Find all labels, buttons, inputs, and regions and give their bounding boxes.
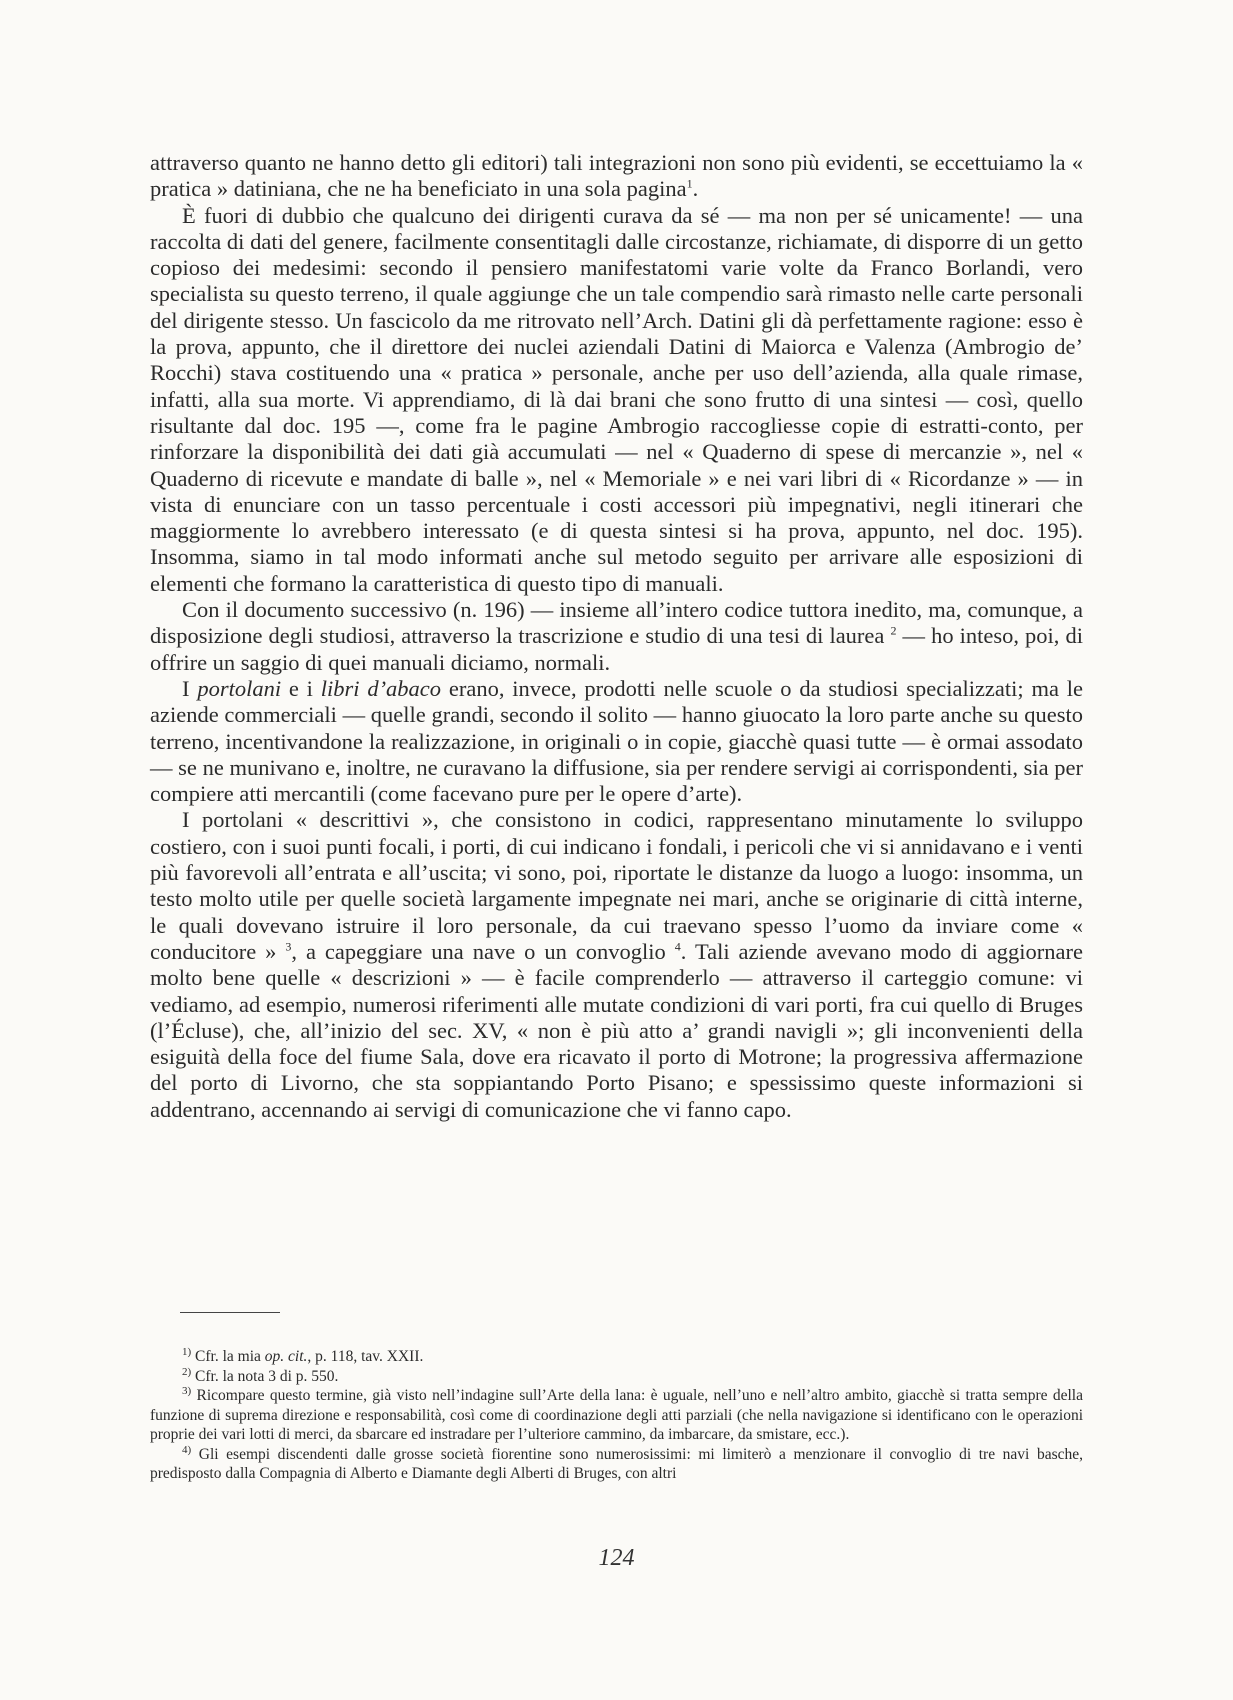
- body-paragraph: [150, 597, 1083, 676]
- footnotes: [150, 1347, 1083, 1484]
- footnote-number: 3): [182, 1384, 192, 1397]
- main-text: [150, 150, 1083, 1123]
- text-run: Cfr. la nota 3 di p. 550.: [191, 1367, 339, 1385]
- text-run: erano, invece, prodotti nelle scuole o da studiosi specializzati; ma le aziende commerciali — quelle grandi, secondo il solito — hanno giuocato la loro parte anche su questo terreno, incentivandone la realizzazione, in originali o in copie, giacchè quasi tutte — è ormai assodato — se ne munivano e, inoltre, ne curavano la diffusione, sia per rendere servigi ai corrispondenti, sia per compiere atti mercantili (come facevano pure per le opere d’arte).: [150, 675, 1083, 807]
- text-run: Gli esempi discendenti dalle grosse società fiorentine sono numerosissimi: mi limiterò a menzionare il convoglio di tre navi basche, predisposto dalla Compagnia di Alberto e Diamante degli Alberti di Bruges, con altri: [150, 1445, 1083, 1482]
- footnote: [150, 1367, 1083, 1387]
- text-run: I portolani « descrittivi », che consistono in codici, rappresentano minutamente lo sviluppo costiero, con i suoi punti focali, i porti, di cui indicano i fondali, i pericoli che vi si annidavano e i venti più favorevoli all’entrata e all’uscita; vi sono, poi, riportate le distanze da luogo a luogo: insomma, un testo molto utile per quelle società largamente impegnate nei mari, anche se originarie di città interne, le quali dovevano istruire il loro personale, da cui traevano spesso l’uomo da inviare come « conducitore »: [150, 807, 1083, 964]
- italic-text: op. cit.: [264, 1348, 308, 1365]
- text-run: I: [182, 675, 198, 701]
- italic-text: libri d’abaco: [320, 675, 442, 701]
- footnote-reference: 4: [674, 939, 681, 954]
- body-paragraph: [150, 203, 1083, 597]
- text-run: attraverso quanto ne hanno detto gli editori) tali integrazioni non sono più evidenti, se eccettuiamo la « pratica » datiniana, che ne ha beneficiato in una sola pagina: [150, 150, 1083, 202]
- italic-text: portolani: [197, 675, 282, 701]
- text-run: .: [692, 176, 699, 202]
- text-run: È fuori di dubbio che qualcuno dei dirigenti curava da sé — ma non per sé unicamente! — una raccolta di dati del genere, facilmente consentitagli dalle circostanze, richiamate, di disporre di un getto copioso dei medesimi: secondo il pensiero manifestatomi varie volte da Franco Borlandi, vero specialista su questo terreno, il quale aggiunge che un tale compendio sarà rimasto nelle carte personali del dirigente stesso. Un fascicolo da me ritrovato nell’Arch. Datini gli dà perfettamente ragione: esso è la prova, appunto, che il direttore dei nuclei aziendali Datini di Maiorca e Valenza (Ambrogio de’ Rocchi) stava costituendo una « pratica » personale, anche per uso dell’azienda, alla quale rimase, infatti, alla sua morte. Vi apprendiamo, di là dai brani che sono frutto di una sintesi — così, quello risultante dal doc. 195 —, come fra le pagine Ambrogio raccogliesse copie di estratti-conto, per rinforzare la disponibilità dei dati già accumulati — nel « Quaderno di spese di mercanzie », nel « Quaderno di ricevute e mandate di balle », nel « Memoriale » e nei vari libri di « Ricordanze » — in vista di enunciare con un tasso percentuale i costi accessori più impegnativi, negli itinerari che maggiormente lo avrebbero interessato (e di questa sintesi si ha prova, appunto, nel doc. 195). Insomma, siamo in tal modo informati anche sul metodo seguito per arrivare alle esposizioni di elementi che formano la caratteristica di questo tipo di manuali.: [150, 202, 1083, 596]
- footnote-number: 1): [182, 1345, 192, 1358]
- footnote-number: 4): [182, 1443, 192, 1456]
- page-number: 124: [598, 1545, 635, 1571]
- footnote-reference: 1: [686, 176, 693, 191]
- text-run: . Tali aziende avevano modo di aggiornare molto bene quelle « descrizioni » — è facile comprenderlo — attraverso il carteggio comune: vi vediamo, ad esempio, numerosi riferimenti alle mutate condizioni di vari porti, fra cui quello di Bruges (l’Écluse), che, all’inizio del sec. XV, « non è più atto a’ grandi navigli »; gli inconvenienti della esiguità della foce del fiume Sala, dove era ricavato il porto di Motrone; la progressiva affermazione del porto di Livorno, che sta soppiantando Porto Pisano; e spessissimo queste informazioni si addentrano, accennando ai servigi di comunicazione che vi fanno capo.: [150, 938, 1083, 1122]
- footnote-number: 2): [182, 1365, 192, 1378]
- text-run: , a capeggiare una nave o un convoglio: [291, 938, 675, 964]
- body-paragraph: [150, 150, 1083, 203]
- footnote: [150, 1347, 1083, 1367]
- footnote: [150, 1386, 1083, 1445]
- text-run: Con il documento successivo (n. 196) — insieme all’intero codice tuttora inedito, ma, comunque, a disposizione degli studiosi, attraverso la trascrizione e studio di una tesi di laurea: [150, 597, 1083, 649]
- text-run: e i: [281, 675, 321, 701]
- text-run: , p. 118, tav. XXII.: [307, 1348, 424, 1365]
- body-paragraph: [150, 807, 1083, 1123]
- text-run: Ricompare questo termine, già visto nell’indagine sull’Arte della lana: è uguale, nell’uno e nell’altro ambito, giacchè si tratta sempre della funzione di suprema direzione e responsabilità, così come di coordinazione degli atti parziali (che nella navigazione si identificano con le operazioni proprie dei vari lotti di merci, da sbarcare ed instradare per l’ulteriore cammino, da imbarcare, da smistare, ecc.).: [150, 1387, 1083, 1443]
- footnote-reference: 2: [890, 623, 897, 638]
- footnote-separator: [180, 1312, 280, 1313]
- footnote-reference: 3: [285, 939, 292, 954]
- text-run: Cfr. la mia: [191, 1348, 265, 1365]
- body-paragraph: [150, 676, 1083, 807]
- footnote: [150, 1445, 1083, 1484]
- text-run: — ho inteso, poi, di offrire un saggio di quei manuali diciamo, normali.: [150, 623, 1083, 675]
